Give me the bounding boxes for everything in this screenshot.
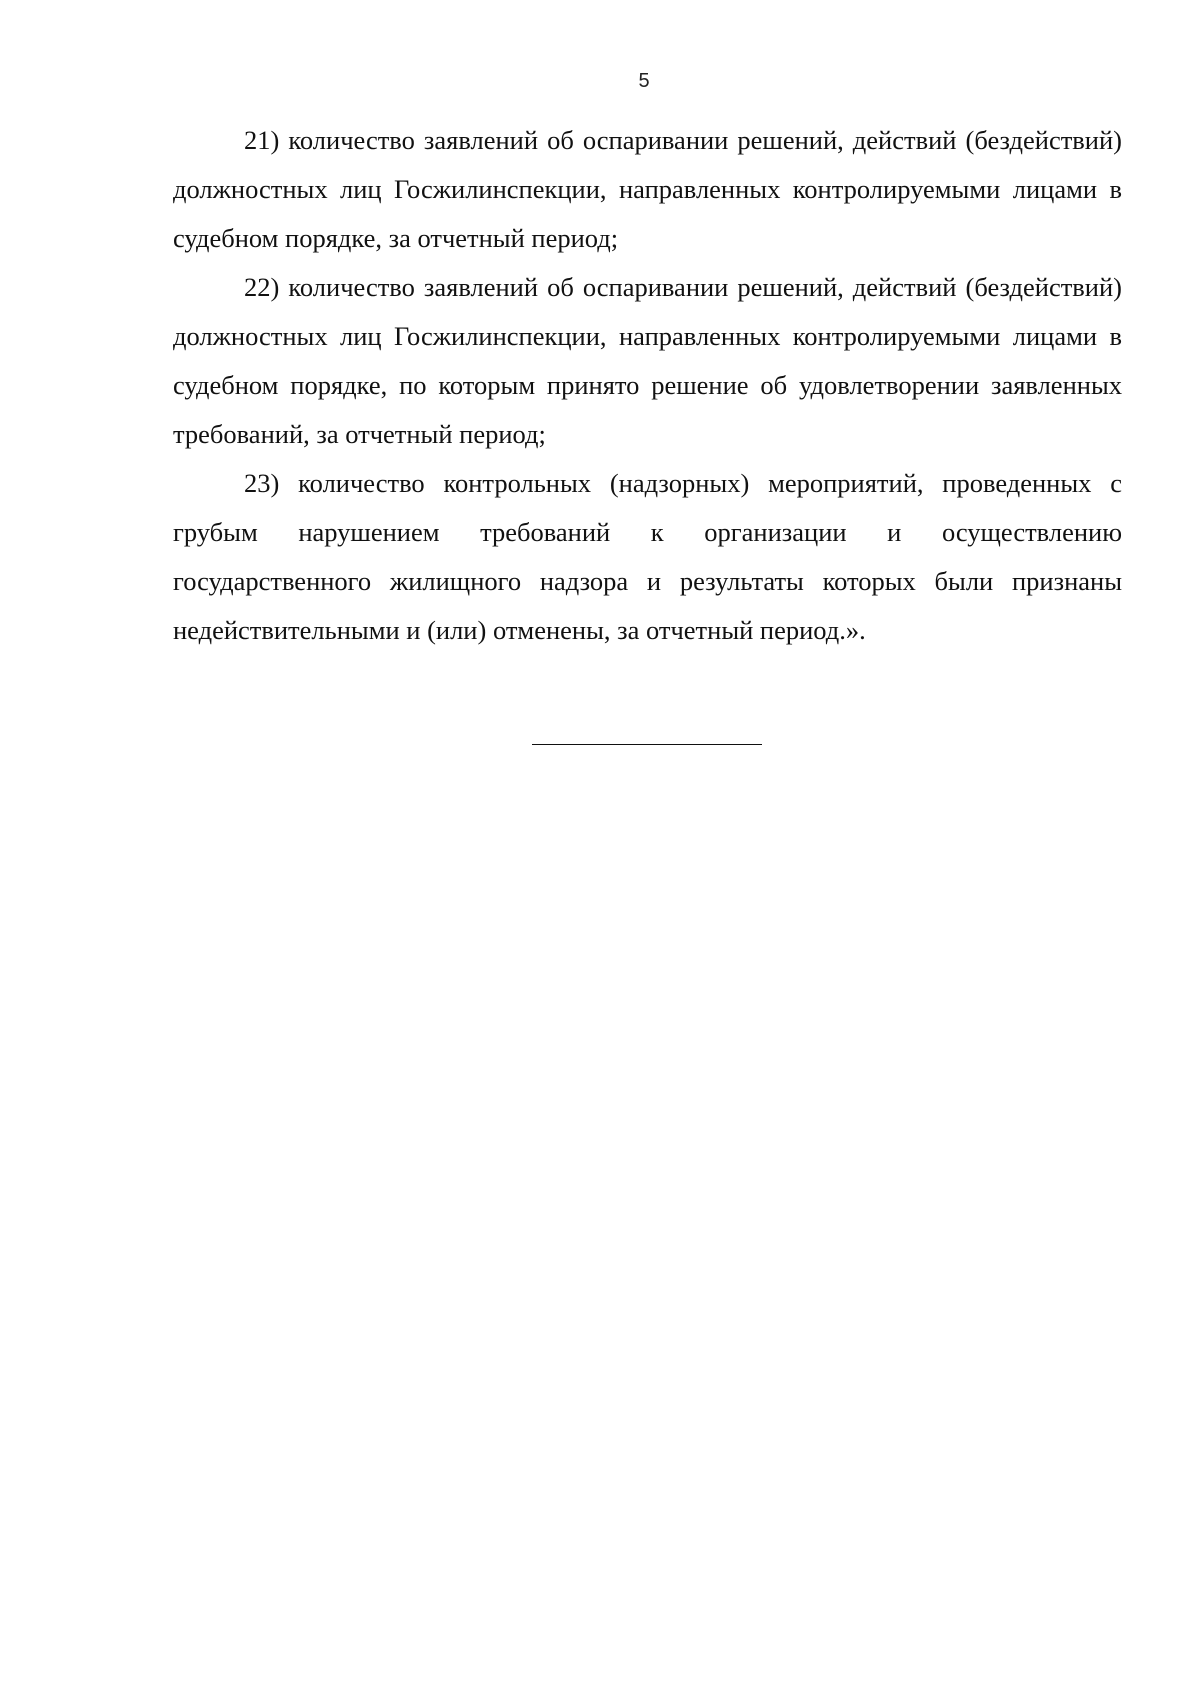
- paragraph-item-22: 22) количество заявлений об оспаривании решений, действий (бездействий) должностных лиц Госжилинспекции, направленных контролируемыми лицами в судебном порядке, по которым принято решение об удовлетворении заявленных требований, за отчетный период;: [173, 272, 1122, 449]
- document-body: [173, 116, 1122, 655]
- paragraph-item-23: 23) количество контрольных (надзорных) мероприятий, проведенных с грубым нарушением требований к организации и осуществлению государственного жилищного надзора и результаты которых были признаны недействительными и (или) отменены, за отчетный период.».: [173, 468, 1122, 645]
- page-number: 5: [638, 70, 650, 92]
- end-separator-line: [532, 744, 762, 745]
- paragraph-item-21: 21) количество заявлений об оспаривании решений, действий (бездействий) должностных лиц Госжилинспекции, направленных контролируемыми лицами в судебном порядке, за отчетный период;: [173, 125, 1122, 253]
